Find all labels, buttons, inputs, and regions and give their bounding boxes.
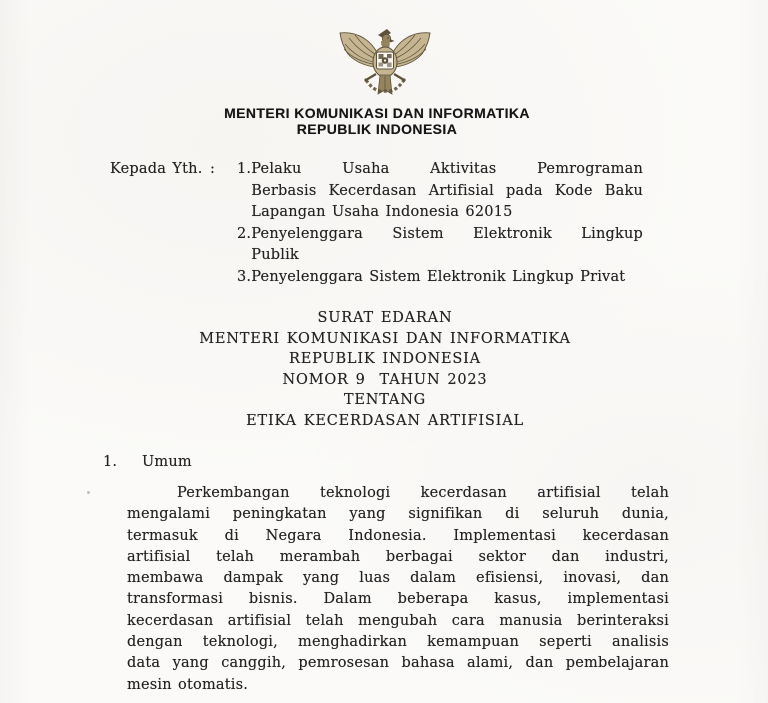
recipient-number: 2. bbox=[237, 225, 252, 242]
letterhead-line-2: REPUBLIK INDONESIA bbox=[296, 120, 458, 137]
letterhead bbox=[0, 106, 754, 137]
paragraph-line: dengan teknologi, menghadirkan kemampuan seperti analisis bbox=[127, 634, 669, 651]
paragraph-line: kecerdasan artifisial telah mengubah cara manusia berinteraksi bbox=[127, 612, 669, 629]
recipient-line: Berbasis Kecerdasan Artifisial pada Kode Baku bbox=[251, 182, 643, 199]
addressee-label: Kepada Yth. bbox=[110, 161, 203, 177]
recipient-number: 3. bbox=[237, 268, 252, 285]
paragraph-line: membawa dampak yang luas dalam efisiensi, inovasi, dan bbox=[127, 570, 669, 587]
paragraph-line: transformasi bisnis. Dalam beberapa kasus, implementasi bbox=[127, 591, 669, 608]
title-line-tentang: TENTANG bbox=[343, 392, 427, 408]
section-heading bbox=[103, 452, 192, 474]
paragraph-line: artifisial telah merambah berbagai sektor dan industri, bbox=[127, 548, 669, 565]
paragraph-line: mesin otomatis. bbox=[127, 676, 249, 693]
recipient-line: Penyelenggara Sistem Elektronik Lingkup bbox=[251, 225, 643, 242]
title-line-etika: ETIKA KECERDASAN ARTIFISIAL bbox=[246, 412, 524, 429]
title-line-menteri: MENTERI KOMUNIKASI DAN INFORMATIKA bbox=[199, 330, 571, 347]
recipient-list bbox=[237, 159, 643, 288]
document-title-block bbox=[0, 308, 768, 431]
paragraph-line: mengalami peningkatan yang signifikan di seluruh dunia, bbox=[127, 506, 669, 523]
recipient-item bbox=[237, 267, 643, 289]
title-line-surat-edaran: SURAT EDARAN bbox=[317, 310, 453, 326]
recipient-item bbox=[237, 159, 643, 224]
title-line-nomor: NOMOR 9 TAHUN 2023 bbox=[282, 371, 488, 388]
garuda-pancasila-icon bbox=[337, 26, 433, 100]
section-title: Umum bbox=[142, 454, 192, 470]
paragraph-line: termasuk di Negara Indonesia. Implementasi kecerdasan bbox=[127, 527, 669, 544]
paragraph-line: data yang canggih, pemrosesan bahasa alami, dan pembelajaran bbox=[127, 655, 669, 672]
body-paragraph bbox=[127, 483, 669, 696]
recipient-line: Lapangan Usaha Indonesia 62015 bbox=[251, 204, 513, 220]
recipient-item bbox=[237, 224, 643, 267]
title-line-republik: REPUBLIK INDONESIA bbox=[289, 351, 481, 367]
recipient-line: Publik bbox=[251, 247, 299, 263]
paragraph-line: Perkembangan teknologi kecerdasan artifisial telah bbox=[177, 485, 669, 501]
scan-speck bbox=[87, 491, 90, 494]
recipient-number: 1. bbox=[237, 161, 252, 177]
section-number: 1. bbox=[103, 454, 118, 470]
addressee-colon: : bbox=[210, 161, 216, 177]
letterhead-line-1: MENTERI KOMUNIKASI DAN INFORMATIKA bbox=[224, 105, 530, 121]
recipient-line: Penyelenggara Sistem Elektronik Lingkup Privat bbox=[251, 268, 626, 285]
recipient-line: Pelaku Usaha Aktivitas Pemrograman bbox=[251, 161, 643, 177]
